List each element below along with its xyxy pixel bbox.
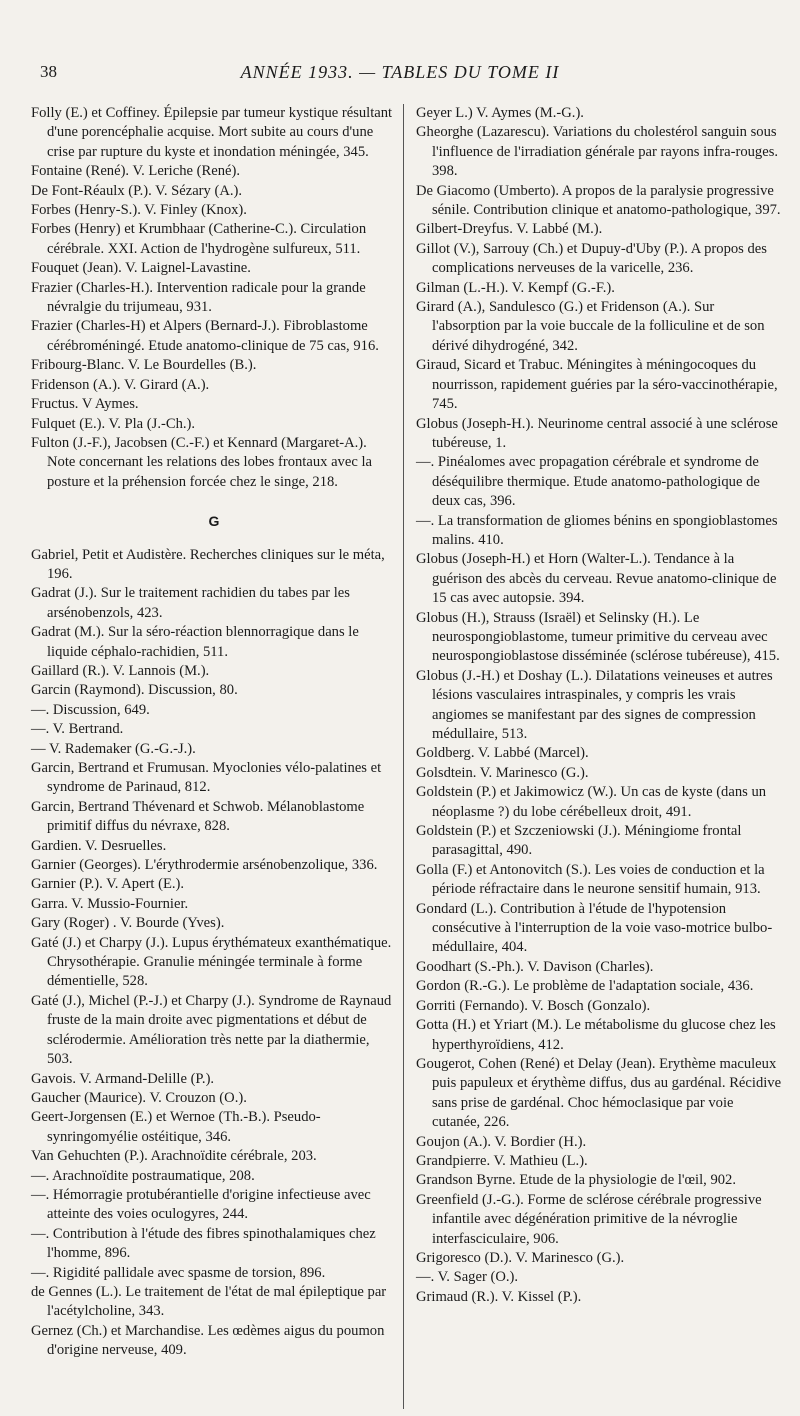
index-entry: Garcin, Bertrand et Frumusan. Myoclonies vélo-palatines et syndrome de Parinaud, 812.	[31, 760, 382, 796]
index-entry: Greenfield (J.-G.). Forme de sclérose cérébrale progressive infantile avec dégénération primitive de la névroglie interfasciculaire, 906.	[416, 1191, 762, 1247]
index-entry: Goldstein (P.) et Szczeniowski (J.). Méningiome frontal parasagittal, 490.	[416, 823, 742, 859]
index-entry: —. Rigidité pallidale avec spasme de torsion, 896.	[31, 1264, 326, 1281]
index-entry: Goujon (A.). V. Bordier (H.).	[416, 1133, 587, 1150]
section-letter: G	[208, 513, 220, 530]
left-entries-before	[31, 104, 397, 492]
index-entry: Gaillard (R.). V. Lannois (M.).	[31, 662, 210, 679]
index-entry: —. V. Sager (O.).	[416, 1269, 519, 1286]
index-entry: Fridenson (A.). V. Girard (A.).	[31, 376, 210, 393]
index-entry: De Font-Réaulx (P.). V. Sézary (A.).	[31, 182, 243, 199]
right-column	[416, 104, 782, 1307]
index-entry: Goldstein (P.) et Jakimowicz (W.). Un cas de kyste (dans un néoplasme ?) du lobe cérébelleux droit, 491.	[416, 784, 767, 820]
index-entry: Folly (E.) et Coffiney. Épilepsie par tumeur kystique résultant d'une porencéphalie acquise. Mort subite au cours d'une crise par rupture du kyste et inondation méningée, 345.	[31, 105, 393, 160]
index-entry: Golla (F.) et Antonovitch (S.). Les voies de conduction et la période réfractaire dans le neurone sensitif humain, 913.	[416, 861, 765, 898]
index-entry: Forbes (Henry) et Krumbhaar (Catherine-C.). Circulation cérébrale. XXI. Action de l'hydrogène sulfureux, 511.	[31, 221, 367, 257]
index-entry: —. Arachnoïdite postraumatique, 208.	[31, 1167, 255, 1184]
index-entry: Globus (Joseph-H.). Neurinome central associé à une sclérose tubéreuse, 1.	[416, 415, 778, 451]
left-entries-after	[31, 546, 397, 1361]
index-entry: Gheorghe (Lazarescu). Variations du cholestérol sanguin sous l'influence de l'irradiation générale par rayons infra-rouges. 398.	[416, 124, 779, 180]
index-entry: Grandson Byrne. Etude de la physiologie de l'œil, 902.	[416, 1172, 736, 1189]
index-entry: Fulquet (E.). V. Pla (J.-Ch.).	[31, 415, 196, 432]
index-entry: Fribourg-Blanc. V. Le Bourdelles (B.).	[31, 357, 257, 374]
index-entry: Gaté (J.) et Charpy (J.). Lupus érythémateux exanthématique. Chrysothérapie. Granulie méningée terminale à forme démentielle, 528.	[31, 934, 392, 990]
right-entries	[416, 104, 782, 1307]
index-entry: Garcin, Bertrand Thévenard et Schwob. Mélanoblastome primitif diffus du névraxe, 828.	[31, 798, 365, 835]
index-entry: Frazier (Charles-H) et Alpers (Bernard-J.). Fibroblastome cérébroméningé. Etude anatomo-clinique de 75 cas, 916.	[31, 318, 379, 354]
index-entry: Fulton (J.-F.), Jacobsen (C.-F.) et Kennard (Margaret-A.). Note concernant les relations des lobes frontaux avec la posture et la préhension forcée chez le singe, 218.	[31, 434, 372, 490]
index-entry: Gorriti (Fernando). V. Bosch (Gonzalo).	[416, 997, 651, 1014]
index-entry: Golsdtein. V. Marinesco (G.).	[416, 764, 589, 781]
index-entry: Fontaine (René). V. Leriche (René).	[31, 163, 240, 180]
index-entry: Grimaud (R.). V. Kissel (P.).	[416, 1288, 582, 1305]
index-entry: Garcin (Raymond). Discussion, 80.	[31, 682, 238, 699]
index-entry: Grandpierre. V. Mathieu (L.).	[416, 1152, 588, 1169]
index-entry: Forbes (Henry-S.). V. Finley (Knox).	[31, 202, 247, 219]
index-entry: Gotta (H.) et Yriart (M.). Le métabolisme du glucose chez les hyperthyroïdiens, 412.	[416, 1017, 776, 1053]
index-entry: Globus (H.), Strauss (Israël) et Selinsky (H.). Le neurospongioblastome, tumeur primitive du cerveau avec neurospongioblastose disséminée (sclérose tubéreuse), 415.	[416, 609, 780, 665]
index-entry: Gadrat (J.). Sur le traitement rachidien du tabes par les arsénobenzols, 423.	[31, 585, 350, 621]
left-column	[31, 104, 397, 1361]
page-number: 38	[40, 62, 57, 81]
index-entry: Gordon (R.-G.). Le problème de l'adaptation sociale, 436.	[416, 978, 754, 995]
index-entry: Globus (Joseph-H.) et Horn (Walter-L.). Tendance à la guérison des abcès du cerveau. Revue anatomo-clinique de 15 cas avec autopsie. 394.	[416, 551, 777, 607]
index-entry: —. Pinéalomes avec propagation cérébrale et syndrome de déséquilibre thermique. Etude anatomo-pathologique de deux cas, 396.	[416, 454, 760, 510]
index-entry: de Gennes (L.). Le traitement de l'état de mal épileptique par l'acétylcholine, 343.	[31, 1283, 387, 1320]
index-entry: Gadrat (M.). Sur la séro-réaction blennorragique dans le liquide céphalo-rachidien, 511.	[31, 624, 359, 660]
index-entry: — V. Rademaker (G.-G.-J.).	[31, 740, 196, 757]
index-entry: Gilman (L.-H.). V. Kempf (G.-F.).	[416, 279, 615, 296]
index-entry: Gernez (Ch.) et Marchandise. Les œdèmes aigus du poumon d'origine nerveuse, 409.	[31, 1322, 385, 1359]
running-title: ANNÉE 1933. — TABLES DU TOME II	[240, 62, 560, 82]
index-entry: Fructus. V Aymes.	[31, 396, 139, 413]
index-entry: De Giacomo (Umberto). A propos de la paralysie progressive sénile. Contribution clinique et anatomo-pathologique, 397.	[416, 182, 781, 219]
index-entry: Gondard (L.). Contribution à l'étude de l'hypotension consécutive à l'interruption de la voie vaso-motrice bulbo-médullaire, 404.	[416, 900, 773, 956]
index-entry: Gillot (V.), Sarrouy (Ch.) et Dupuy-d'Uby (P.). A propos des complications nerveuses de la varicelle, 236.	[416, 240, 767, 277]
index-entry: Garnier (P.). V. Apert (E.).	[31, 876, 185, 893]
index-entry: Globus (J.-H.) et Doshay (L.). Dilatations veineuses et autres lésions vasculaires intraspinales, y compris les vrais angiomes se manifestant par des signes de compression médullaire, 513.	[416, 667, 773, 742]
index-entry: Giraud, Sicard et Trabuc. Méningites à méningocoques du nourrisson, rapidement guéries par la séro-vaccinothérapie, 745.	[416, 357, 778, 413]
index-entry: Van Gehuchten (P.). Arachnoïdite cérébrale, 203.	[31, 1148, 317, 1165]
index-entry: Goodhart (S.-Ph.). V. Davison (Charles).	[416, 958, 654, 975]
index-entry: —. V. Bertrand.	[31, 721, 124, 738]
index-entry: Gougerot, Cohen (René) et Delay (Jean). Erythème maculeux puis papuleux et érythème diffus, dus au gardénal. Récidive sans prise de gardénal. Choc hémoclasique par voie cutanée, 226.	[416, 1055, 782, 1131]
index-entry: —. Hémorragie protubérantielle d'origine infectieuse avec atteinte des voies oculogyres, 244.	[31, 1186, 371, 1223]
index-entry: Girard (A.), Sandulesco (G.) et Fridenson (A.). Sur l'absorption par la voie buccale de la folliculine et de son dérivé dihydrogéné, 342.	[416, 299, 765, 354]
index-entry: Frazier (Charles-H.). Intervention radicale pour la grande névralgie du trijumeau, 931.	[31, 279, 366, 316]
index-entry: Goldberg. V. Labbé (Marcel).	[416, 745, 589, 762]
index-entry: Gabriel, Petit et Audistère. Recherches cliniques sur le méta, 196.	[31, 546, 385, 582]
index-entry: Gilbert-Dreyfus. V. Labbé (M.).	[416, 221, 603, 238]
index-entry: Grigoresco (D.). V. Marinesco (G.).	[416, 1249, 625, 1266]
index-entry: —. Contribution à l'étude des fibres spinothalamiques chez l'homme, 896.	[31, 1225, 376, 1262]
index-entry: Garnier (Georges). L'érythrodermie arsénobenzolique, 336.	[31, 857, 378, 874]
index-entry: —. Discussion, 649.	[31, 701, 150, 718]
page-header	[0, 62, 800, 86]
index-entry: Gavois. V. Armand-Delille (P.).	[31, 1070, 215, 1087]
index-entry: Garra. V. Mussio-Fournier.	[31, 895, 189, 912]
index-entry: Geyer L.) V. Aymes (M.-G.).	[416, 105, 584, 121]
index-entry: Fouquet (Jean). V. Laignel-Lavastine.	[31, 260, 251, 277]
index-entry: Geert-Jorgensen (E.) et Wernoe (Th.-B.). Pseudo-synringomyélie ostéitique, 346.	[31, 1109, 321, 1145]
index-entry: Gaucher (Maurice). V. Crouzon (O.).	[31, 1089, 247, 1106]
index-entry: —. La transformation de gliomes bénins en spongioblastomes malins. 410.	[416, 512, 778, 548]
column-divider	[403, 104, 404, 1409]
index-entry: Gardien. V. Desruelles.	[31, 837, 167, 854]
index-entry: Gary (Roger) . V. Bourde (Yves).	[31, 915, 225, 932]
index-entry: Gaté (J.), Michel (P.-J.) et Charpy (J.). Syndrome de Raynaud fruste de la main droite avec pigmentations et début de sclérodermie. Amélioration très nette par la diathermie, 503.	[31, 992, 392, 1068]
